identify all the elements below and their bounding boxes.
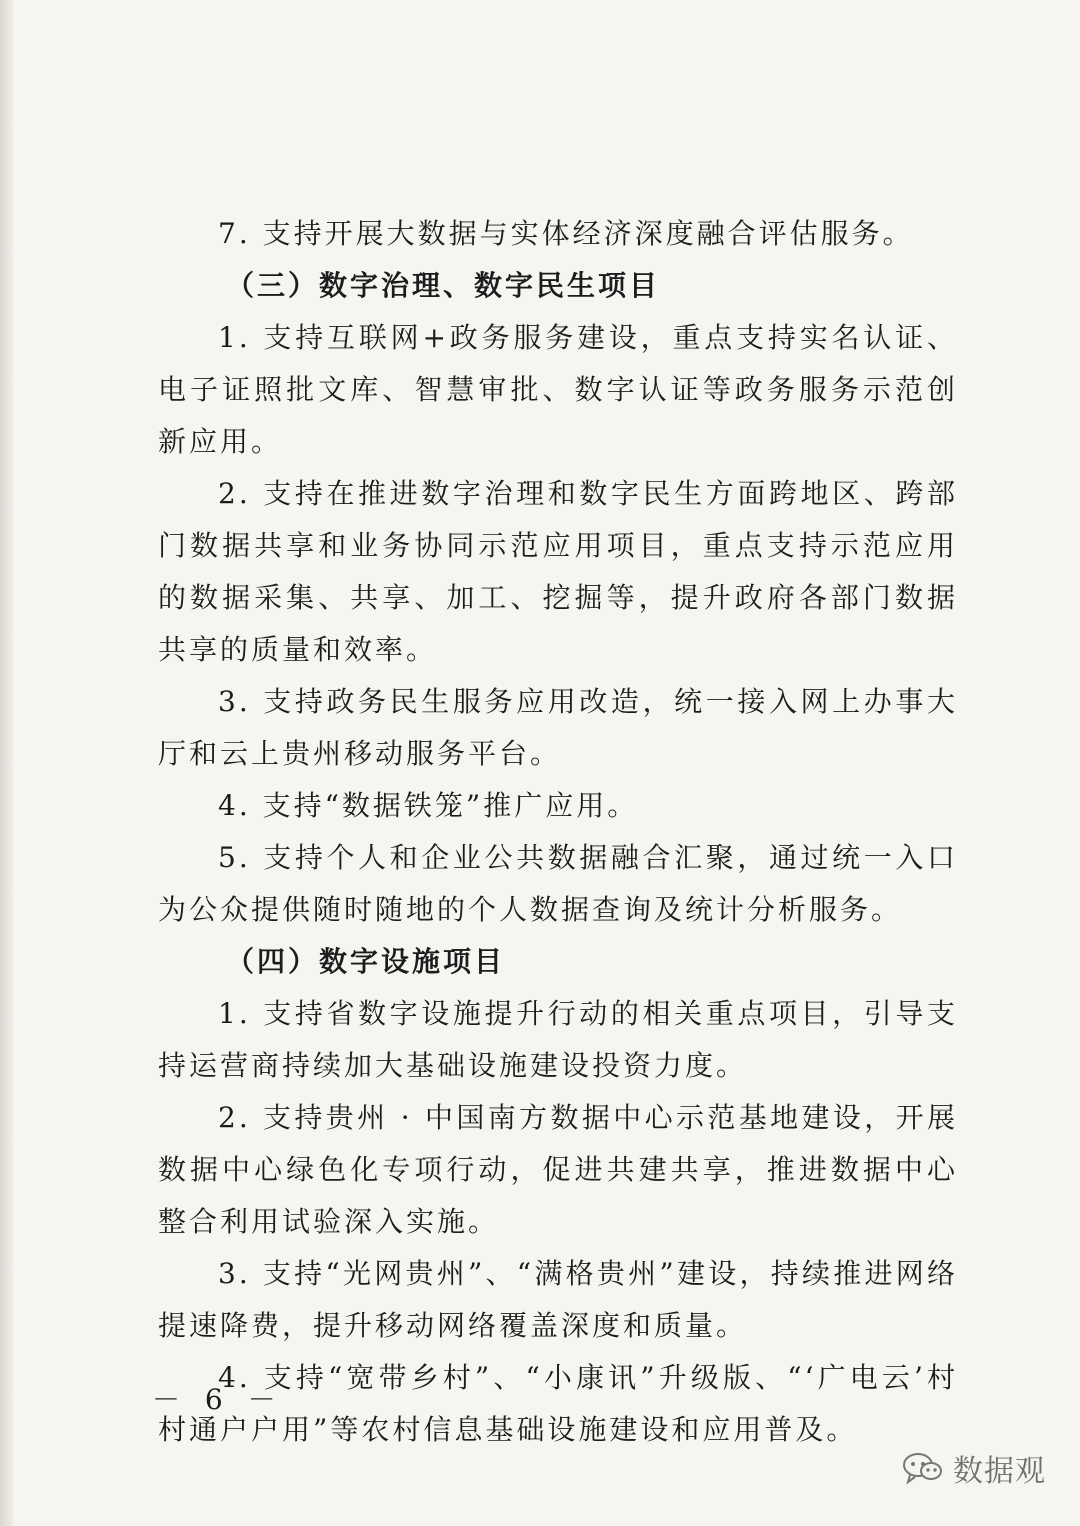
paragraph-infrastructure-action: 1. 支持省数字设施提升行动的相关重点项目，引导支持运营商持续加大基础设施建设投资力度。	[158, 997, 958, 1082]
page-number: － 6 －	[152, 1383, 284, 1416]
source-watermark	[901, 1446, 1046, 1490]
paragraph-southern-data-center: 2. 支持贵州 · 中国南方数据中心示范基地建设，开展数据中心绿色化专项行动，促进共建共享，推进数据中心整合利用试验深入实施。	[158, 1101, 958, 1238]
paragraph-public-data-aggregation: 5. 支持个人和企业公共数据融合汇聚，通过统一入口为公众提供随时随地的个人数据查询及统计分析服务。	[158, 841, 958, 926]
paragraph-cross-region-data-sharing: 2. 支持在推进数字治理和数字民生方面跨地区、跨部门数据共享和业务协同示范应用项目，重点支持示范应用的数据采集、共享、加工、挖掘等，提升政府各部门数据共享的质量和效率。	[158, 477, 958, 666]
paragraph-government-service-upgrade: 3. 支持政务民生服务应用改造，统一接入网上办事大厅和云上贵州移动服务平台。	[158, 685, 958, 770]
paragraph-rural-information-infrastructure: 4. 支持“宽带乡村”、“小康讯”升级版、“‘广电云’村村通户户用”等农村信息基础设施建设和应用普及。	[158, 1361, 958, 1446]
scan-page-edge	[0, 0, 14, 1526]
section-heading-digital-governance: （三）数字治理、数字民生项目	[226, 269, 661, 302]
paragraph-network-guizhou: 3. 支持“光网贵州”、“满格贵州”建设，持续推进网络提速降费，提升移动网络覆盖深度和质量。	[158, 1257, 958, 1342]
watermark-text: 数据观	[953, 1454, 1046, 1489]
section-heading-digital-infrastructure: （四）数字设施项目	[226, 945, 506, 978]
paragraph-7-evaluation-service: 7. 支持开展大数据与实体经济深度融合评估服务。	[218, 217, 914, 250]
paragraph-internet-government-services: 1. 支持互联网+政务服务建设，重点支持实名认证、电子证照批文库、智慧审批、数字认证等政务服务示范创新应用。	[158, 321, 958, 458]
document-body	[158, 208, 958, 1456]
paragraph-data-cage: 4. 支持“数据铁笼”推广应用。	[218, 789, 639, 822]
wechat-icon	[901, 1451, 945, 1485]
